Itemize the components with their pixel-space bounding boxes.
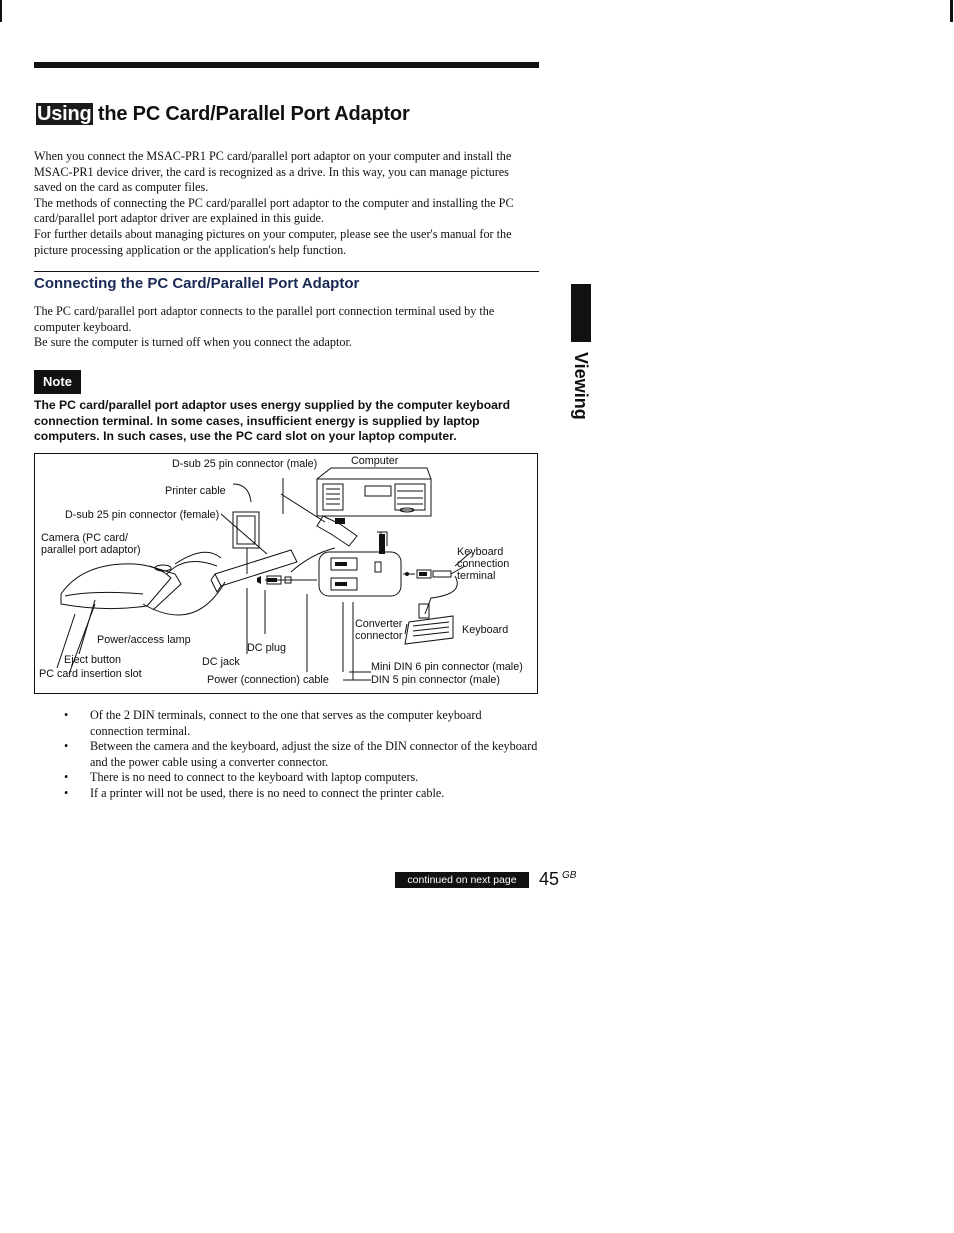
edge-mark-right	[950, 0, 953, 22]
edge-mark-left	[0, 0, 2, 22]
label-camera: Camera (PC card/ parallel port adaptor)	[41, 532, 141, 556]
intro-text	[34, 149, 534, 258]
label-dc-jack: DC jack	[202, 656, 240, 668]
side-tab-bar	[571, 284, 591, 342]
list-item	[64, 785, 538, 802]
inline-module	[211, 550, 297, 592]
label-keyboard: Keyboard	[462, 624, 509, 636]
continued-badge: continued on next page	[395, 872, 529, 888]
bullet-list	[64, 708, 538, 802]
page-number-value: 45	[539, 869, 560, 889]
top-rule	[34, 62, 539, 68]
section-title-rest: the PC Card/Parallel Port Adaptor	[92, 103, 410, 125]
label-dsub-female: D-sub 25 pin connector (female)	[65, 509, 220, 521]
subsection-title: Connecting the PC Card/Parallel Port Adaptor	[34, 275, 360, 292]
list-item	[64, 739, 538, 770]
note-badge: Note	[34, 370, 81, 394]
label-power-lamp: Power/access lamp	[97, 634, 191, 646]
connection-diagram	[34, 453, 538, 694]
intro-paragraph: For further details about managing pictures on your computer, please see the user's manual for the picture processing application or the application's help function.	[34, 226, 512, 257]
label-mini-din: Mini DIN 6 pin connector (male)	[371, 661, 523, 673]
label-din5: DIN 5 pin connector (male)	[371, 674, 501, 686]
bullet-text: Between the camera and the keyboard, adjust the size of the DIN connector of the keyboard and the power cable using a converter connector.	[90, 739, 538, 769]
label-eject-button: Eject button	[64, 654, 122, 666]
label-printer-cable: Printer cable	[165, 485, 226, 497]
bullet-text: There is no need to connect to the keyboard with laptop computers.	[90, 770, 419, 785]
note-text: The PC card/parallel port adaptor uses energy supplied by the computer keyboard connection terminal. In some cases, insufficient energy is supplied by laptop computers. In such cases, use the PC card slot on your laptop computer.	[34, 398, 511, 444]
bullet-mark: •	[64, 739, 69, 754]
keyboard-icon	[405, 616, 453, 644]
bullet-mark: •	[64, 785, 69, 800]
label-card-slot: PC card insertion slot	[39, 668, 142, 680]
connect-paragraph: The PC card/parallel port adaptor connects to the parallel port connection terminal used by the computer keyboard.	[34, 304, 495, 334]
label-converter: Converter connector	[355, 618, 403, 642]
page-number	[539, 869, 576, 890]
subsection-rule	[34, 271, 539, 272]
intro-paragraph: When you connect the MSAC-PR1 PC card/parallel port adaptor on your computer and install the MSAC-PR1 device driver, the card is recognized as a drive. In this way, you can manage pictures saved on the card as computer files.	[34, 149, 512, 195]
section-title-first-word: Using	[37, 103, 92, 125]
label-dc-plug: DC plug	[247, 642, 287, 654]
section-title	[36, 103, 410, 126]
connect-paragraph: Be sure the computer is turned off when you connect the adaptor.	[34, 335, 352, 350]
list-item	[64, 708, 538, 739]
dsub-female-connector	[233, 484, 259, 574]
page-number-suffix: GB	[562, 870, 577, 881]
side-tab-label: Viewing	[571, 352, 591, 420]
dsub-male-connector	[281, 494, 357, 546]
computer-icon	[317, 468, 431, 516]
intro-paragraph: The methods of connecting the PC card/parallel port adaptor to the computer and installing the PC card/parallel port adaptor driver are explained in this guide.	[34, 195, 514, 226]
label-dsub-male: D-sub 25 pin connector (male)	[172, 458, 318, 470]
camera-adaptor-icon	[61, 564, 181, 610]
bullet-text: Of the 2 DIN terminals, connect to the one that serves as the computer keyboard connection terminal.	[90, 708, 482, 738]
bullet-text: If a printer will not be used, there is no need to connect the printer cable.	[90, 785, 445, 800]
bullet-mark: •	[64, 770, 69, 785]
label-power-cable: Power (connection) cable	[207, 674, 329, 686]
list-item	[64, 770, 538, 786]
bullet-mark: •	[64, 708, 69, 722]
label-computer: Computer	[351, 455, 399, 467]
label-keyboard-terminal: Keyboard connection terminal	[457, 546, 510, 582]
connect-text	[34, 304, 534, 351]
